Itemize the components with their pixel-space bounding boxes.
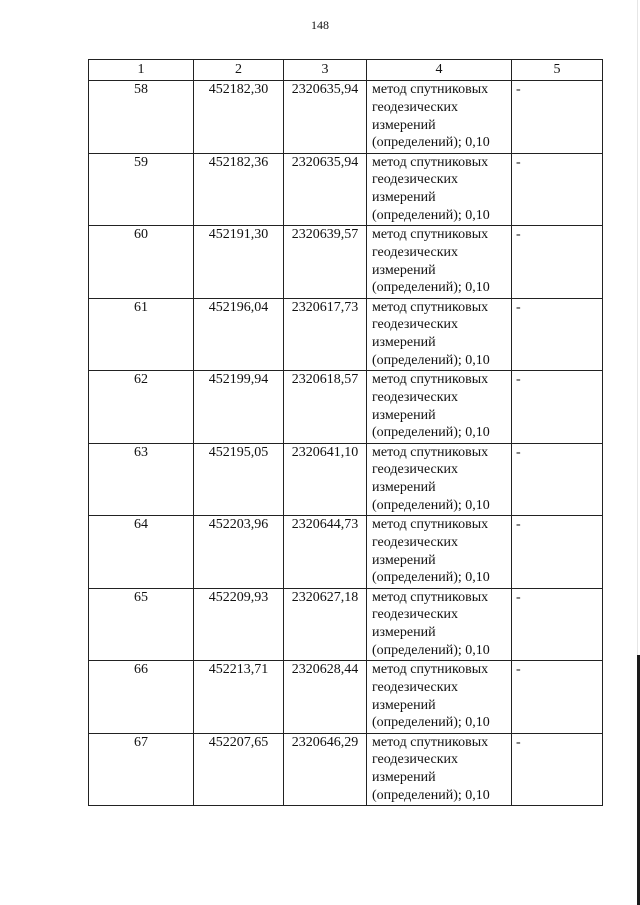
table-row	[89, 298, 603, 371]
point-number-text: 67	[134, 734, 148, 750]
table-row	[89, 588, 603, 661]
table-row	[89, 226, 603, 299]
note-text: -	[516, 299, 521, 315]
point-number-text: 59	[134, 154, 148, 170]
coordinate-y-cell	[284, 588, 367, 661]
coordinate-x-text: 452207,65	[208, 734, 269, 750]
method-text: метод спутниковых геодезических измерений (определений); 0,10	[372, 82, 490, 151]
note-cell	[512, 371, 603, 444]
coordinate-y-text: 2320635,94	[291, 82, 359, 97]
method-text: метод спутниковых геодезических измерений (определений); 0,10	[372, 372, 490, 441]
coordinate-x-cell	[194, 226, 284, 299]
coordinate-x-cell	[194, 371, 284, 444]
note-text: -	[516, 734, 521, 750]
point-number-cell	[89, 661, 194, 734]
table-body	[89, 60, 603, 806]
note-text: -	[516, 444, 521, 460]
coordinate-x-cell	[194, 298, 284, 371]
coordinate-y-cell	[284, 81, 367, 154]
point-number-text: 64	[134, 517, 148, 532]
coordinate-x-text: 452191,30	[208, 227, 269, 242]
coordinate-x-cell	[194, 516, 284, 589]
note-text: -	[516, 154, 521, 170]
table-row	[89, 153, 603, 226]
note-cell	[512, 516, 603, 589]
coordinates-table	[88, 59, 603, 806]
coordinate-x-text: 452199,94	[208, 372, 269, 387]
note-cell	[512, 153, 603, 226]
coordinate-y-cell	[284, 661, 367, 734]
method-text: метод спутниковых геодезических измерений (определений); 0,10	[372, 299, 490, 368]
table-header-row	[89, 60, 603, 81]
point-number-cell	[89, 733, 194, 806]
note-cell	[512, 81, 603, 154]
point-number-text: 66	[134, 662, 148, 677]
table-row	[89, 443, 603, 516]
method-text: метод спутниковых геодезических измерений (определений); 0,10	[372, 444, 490, 513]
coordinate-y-text: 2320617,73	[291, 299, 359, 315]
coordinate-x-text: 452182,30	[208, 82, 269, 97]
note-cell	[512, 298, 603, 371]
note-text: -	[516, 589, 521, 605]
method-cell	[367, 443, 512, 516]
point-number-cell	[89, 588, 194, 661]
note-text: -	[516, 372, 521, 387]
coordinate-y-text: 2320628,44	[291, 662, 359, 677]
point-number-text: 63	[134, 444, 148, 460]
coordinate-y-cell	[284, 371, 367, 444]
coordinate-x-cell	[194, 733, 284, 806]
note-cell	[512, 733, 603, 806]
method-cell	[367, 733, 512, 806]
point-number-cell	[89, 443, 194, 516]
note-text: -	[516, 82, 521, 97]
coordinate-x-cell	[194, 153, 284, 226]
method-cell	[367, 371, 512, 444]
coordinate-x-text: 452196,04	[208, 299, 269, 315]
method-text: метод спутниковых геодезических измерений (определений); 0,10	[372, 227, 490, 296]
point-number-cell	[89, 81, 194, 154]
method-cell	[367, 81, 512, 154]
coordinate-x-cell	[194, 588, 284, 661]
method-cell	[367, 661, 512, 734]
method-text: метод спутниковых геодезических измерений (определений); 0,10	[372, 154, 490, 223]
coordinate-y-cell	[284, 226, 367, 299]
coordinate-y-cell	[284, 516, 367, 589]
coordinate-x-cell	[194, 661, 284, 734]
method-cell	[367, 226, 512, 299]
coordinate-x-text: 452213,71	[208, 662, 269, 677]
coordinate-x-cell	[194, 443, 284, 516]
point-number-text: 65	[134, 589, 148, 605]
coordinate-x-text: 452203,96	[208, 517, 269, 532]
header-cell-4: 4	[367, 60, 512, 81]
point-number-text: 62	[134, 372, 148, 387]
table-row	[89, 81, 603, 154]
header-cell-3: 3	[284, 60, 367, 81]
coordinate-x-cell	[194, 81, 284, 154]
page-number: 148	[311, 18, 329, 32]
method-cell	[367, 516, 512, 589]
coordinate-x-text: 452209,93	[208, 589, 269, 605]
point-number-cell	[89, 516, 194, 589]
note-text: -	[516, 517, 521, 532]
coordinate-y-cell	[284, 153, 367, 226]
coordinate-y-text: 2320639,57	[291, 227, 359, 242]
coordinate-y-text: 2320627,18	[291, 589, 359, 605]
table-row	[89, 733, 603, 806]
table-row	[89, 371, 603, 444]
coordinate-x-text: 452195,05	[208, 444, 269, 460]
point-number-text: 61	[134, 299, 148, 315]
method-cell	[367, 153, 512, 226]
coordinate-y-cell	[284, 443, 367, 516]
note-cell	[512, 588, 603, 661]
point-number-cell	[89, 298, 194, 371]
coordinate-y-cell	[284, 733, 367, 806]
point-number-cell	[89, 153, 194, 226]
method-cell	[367, 298, 512, 371]
coordinate-y-cell	[284, 298, 367, 371]
header-cell-5: 5	[512, 60, 603, 81]
coordinate-y-text: 2320644,73	[291, 517, 359, 532]
method-text: метод спутниковых геодезических измерений (определений); 0,10	[372, 662, 490, 731]
header-cell-1: 1	[89, 60, 194, 81]
method-text: метод спутниковых геодезических измерений (определений); 0,10	[372, 517, 490, 586]
point-number-text: 58	[134, 82, 148, 97]
table-row	[89, 661, 603, 734]
method-text: метод спутниковых геодезических измерений (определений); 0,10	[372, 734, 490, 803]
method-cell	[367, 588, 512, 661]
note-text: -	[516, 227, 521, 242]
coordinate-y-text: 2320635,94	[291, 154, 359, 170]
coordinate-x-text: 452182,36	[208, 154, 269, 170]
coordinate-y-text: 2320641,10	[291, 444, 359, 460]
note-cell	[512, 226, 603, 299]
point-number-cell	[89, 371, 194, 444]
method-text: метод спутниковых геодезических измерений (определений); 0,10	[372, 589, 490, 658]
point-number-cell	[89, 226, 194, 299]
point-number-text: 60	[134, 227, 148, 242]
table-row	[89, 516, 603, 589]
note-text: -	[516, 662, 521, 677]
header-cell-2: 2	[194, 60, 284, 81]
note-cell	[512, 661, 603, 734]
coordinate-y-text: 2320618,57	[291, 372, 359, 387]
note-cell	[512, 443, 603, 516]
coordinate-y-text: 2320646,29	[291, 734, 359, 750]
